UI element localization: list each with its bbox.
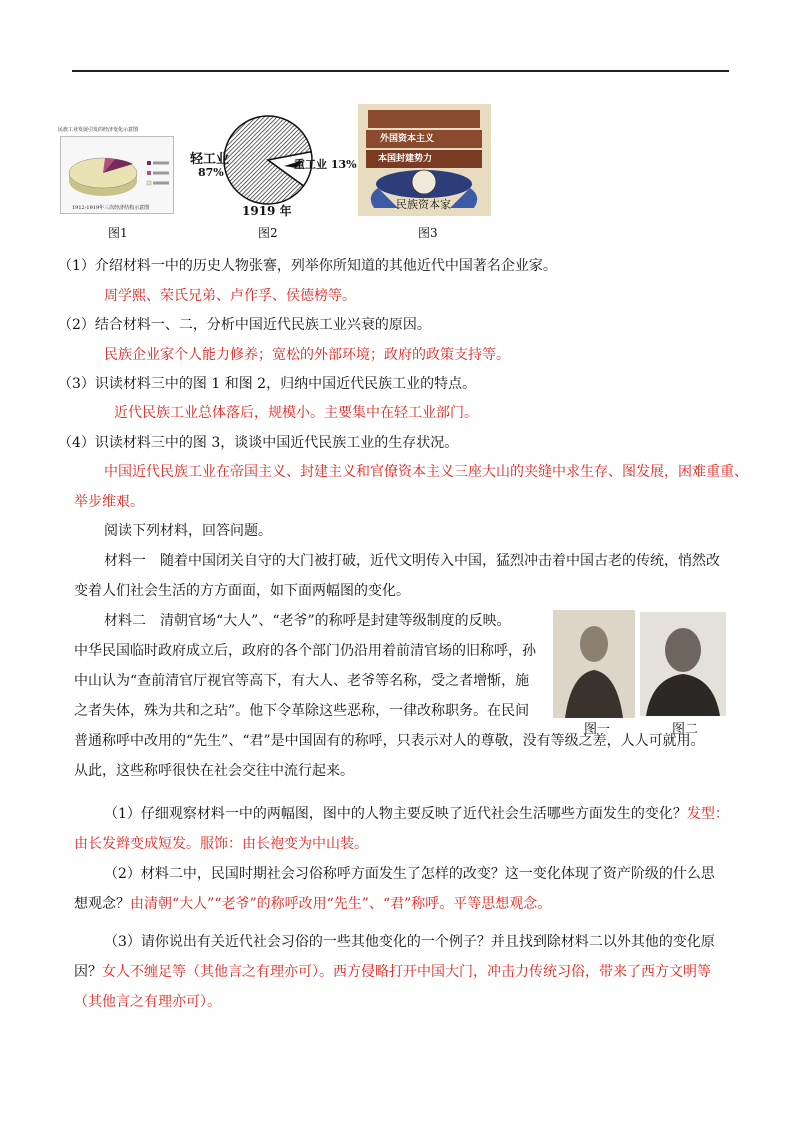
book-label-foreign-capital: 外国资本主义 bbox=[380, 134, 435, 144]
photo-1 bbox=[553, 610, 635, 718]
photo-2-portrait bbox=[640, 612, 726, 716]
question-1: （1）介绍材料一中的历史人物张謇，列举你所知道的其他近代中国著名企业家。 bbox=[58, 258, 557, 274]
figure-1 bbox=[58, 126, 175, 216]
subq-1-answer-start: 发型： bbox=[686, 806, 729, 822]
answer-2: 民族企业家个人能力修养；宽松的外部环境；政府的政策支持等。 bbox=[104, 347, 510, 363]
material-2-line-3: 中山认为“查前清官厅视官等高下，有大人、老爷等名称，受之者增惭，施 bbox=[74, 673, 530, 689]
figure-1-bottom-label: 1912-1919年三次经济结构示意图 bbox=[72, 205, 150, 211]
answer-4-line-2: 举步维艰。 bbox=[74, 494, 144, 510]
figure-3 bbox=[358, 104, 491, 216]
answer-1: 周学熙、荣氏兄弟、卢作孚、侯德榜等。 bbox=[104, 288, 356, 304]
subq-2-line-2 bbox=[74, 894, 551, 914]
figure-2-caption: 图2 bbox=[258, 226, 278, 240]
subq-3-answer-1: 女人不缠足等（其他言之有理亦可）。西方侵略打开中国大门，冲击力传统习俗，带来了西方文明等 bbox=[102, 964, 711, 980]
material-2-line-4: 之者失体，殊为共和之玷”。他下令革除这些恶称，一律改称职务。在民间 bbox=[74, 703, 530, 719]
subq-1-answer: 由长发辫变成短发。服饰：由长袍变为中山装。 bbox=[74, 836, 368, 852]
figure-3-caption: 图3 bbox=[418, 226, 438, 240]
subq-2-answer: 由清朝“大人”“老爷”的称呼改用“先生”、“君”称呼。平等思想观念。 bbox=[130, 896, 552, 912]
reading-intro: 阅读下列材料，回答问题。 bbox=[104, 523, 272, 539]
material-1-line-1: 材料一 随着中国闭关自守的大门被打破，近代文明传入中国，猛烈冲击着中国古老的传统，悄然改 bbox=[104, 553, 720, 569]
person-label: 民族资本家 bbox=[396, 198, 451, 211]
question-3: （3）识读材料三中的图 1 和图 2，归纳中国近代民族工业的特点。 bbox=[58, 376, 477, 392]
subq-3-question-end: 因？ bbox=[74, 964, 102, 980]
photo-2-caption: 图二 bbox=[672, 722, 699, 737]
material-2-line-2: 中华民国临时政府成立后，政府的各个部门仍沿用着前清官场的旧称呼，孙 bbox=[74, 643, 536, 659]
figure-2 bbox=[188, 108, 357, 220]
subq-3-answer-2: （其他言之有理亦可）。 bbox=[74, 994, 221, 1010]
answer-4-line-1: 中国近代民族工业在帝国主义、封建主义和官僚资本主义三座大山的夹缝中求生存、图发展，困难重重、 bbox=[104, 464, 748, 480]
material-2-line-5: 普通称呼中改用的“先生”、“君”是中国固有的称呼，只表示对人的尊敬，没有等级之差，人人可就用。 bbox=[74, 733, 705, 749]
photo-1-portrait bbox=[553, 610, 635, 718]
subq-1-line-1 bbox=[104, 804, 729, 824]
subq-3-line-1: （3）请你说出有关近代社会习俗的一些其他变化的一个例子？并且找到除材料二以外其他的变化原 bbox=[104, 934, 715, 950]
photo-2 bbox=[640, 612, 726, 716]
subq-1-question: （1）仔细观察材料一中的两幅图，图中的人物主要反映了近代社会生活哪些方面发生的变化？ bbox=[104, 806, 687, 822]
subq-3-line-2 bbox=[74, 962, 711, 982]
material-1-line-2: 变着人们社会生活的方方面面，如下面两幅图的变化。 bbox=[74, 583, 410, 599]
book-label-feudal-forces: 本国封建势力 bbox=[378, 154, 433, 164]
year-label: 1919 年 bbox=[242, 204, 292, 218]
light-industry-pct: 87% bbox=[198, 166, 224, 179]
answer-3: 近代民族工业总体落后，规模小。主要集中在轻工业部门。 bbox=[114, 405, 478, 421]
question-4: （4）识读材料三中的图 3，谈谈中国近代民族工业的生存状况。 bbox=[58, 435, 459, 451]
subq-2-question-end: 想观念？ bbox=[74, 896, 130, 912]
question-2: （2）结合材料一、二，分析中国近代民族工业兴衰的原因。 bbox=[58, 317, 431, 333]
heavy-industry-label: 重工业 13% bbox=[294, 158, 357, 171]
material-2-line-1: 材料二 清朝官场“大人”、“老爷”的称呼是封建等级制度的反映。 bbox=[104, 613, 511, 629]
figure-1-chart bbox=[61, 137, 173, 213]
figure-1-caption: 图1 bbox=[108, 226, 128, 240]
photo-1-caption: 图一 bbox=[584, 722, 611, 737]
light-industry-label: 轻工业 bbox=[190, 152, 230, 167]
subq-2-line-1: （2）材料二中，民国时期社会习俗称呼方面发生了怎样的改变？这一变化体现了资产阶级的什么思 bbox=[104, 866, 715, 882]
material-2-line-6: 从此，这些称呼很快在社会交往中流行起来。 bbox=[74, 763, 354, 779]
header-rule bbox=[72, 70, 729, 72]
figure-1-title: 民族工业发展引发的经济变化示意图 bbox=[58, 127, 139, 133]
